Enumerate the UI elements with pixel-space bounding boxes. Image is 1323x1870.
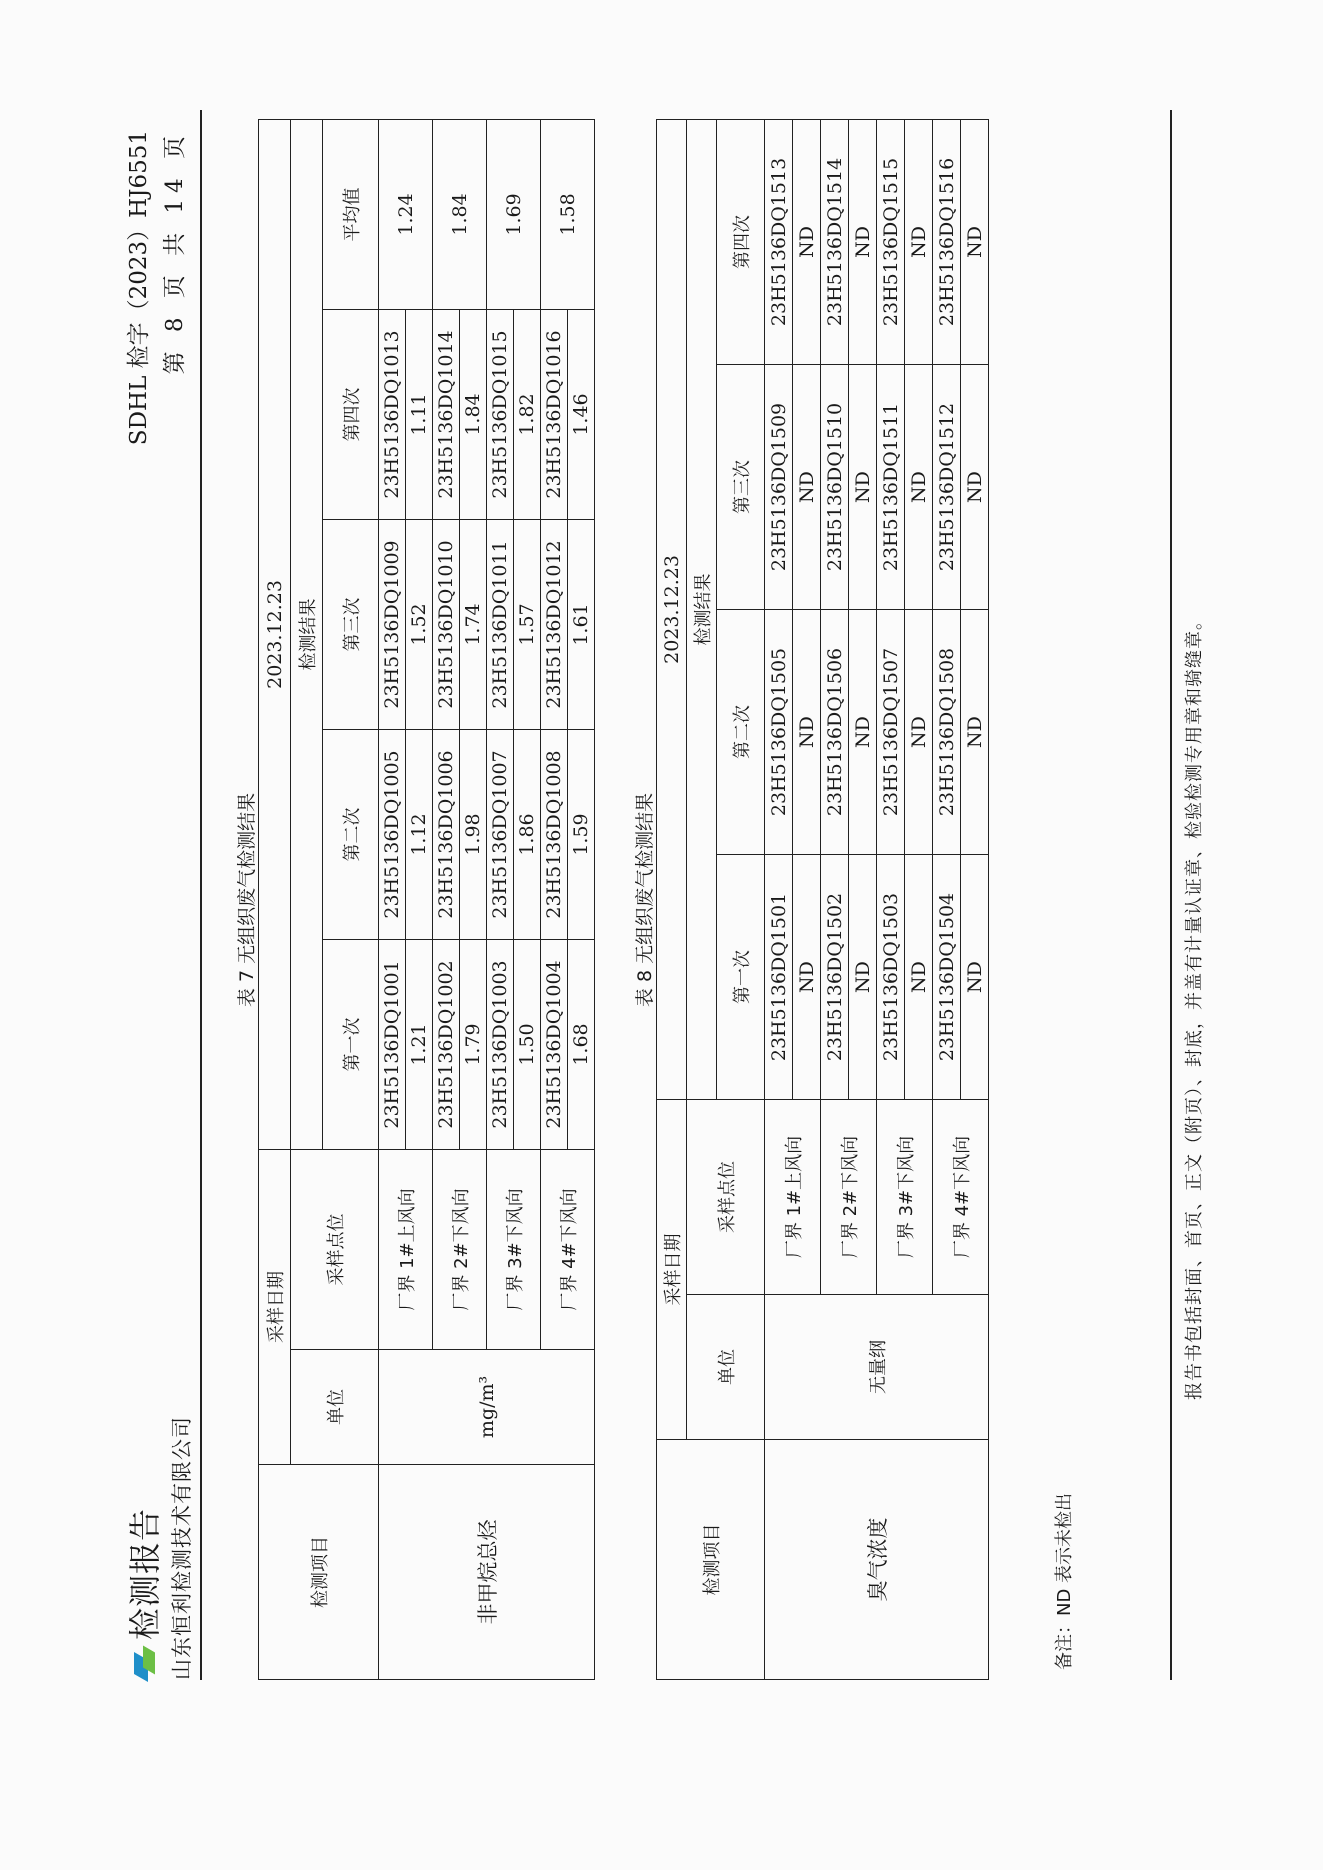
table8-caption: 表 8 无组织废气检测结果 bbox=[634, 792, 656, 1008]
table8-row2-point: 厂界 2#下风向 bbox=[821, 1100, 877, 1295]
table7-header-run-1: 第一次 bbox=[323, 940, 379, 1150]
table7-row2-value-2: 1.98 bbox=[460, 730, 487, 940]
table8-row2-value-3: ND bbox=[849, 365, 877, 610]
table8-item: 臭气浓度 bbox=[765, 1440, 989, 1680]
table8-row1-id-3: 23H5136DQ1509 bbox=[765, 365, 793, 610]
table8-row4-point: 厂界 4#下风向 bbox=[933, 1100, 989, 1295]
table8-row3-value-1: ND bbox=[905, 855, 933, 1100]
table8-row3-value-2: ND bbox=[905, 610, 933, 855]
table7-header-run-4: 第四次 bbox=[323, 310, 379, 520]
table7-row1-point: 厂界 1#上风向 bbox=[379, 1150, 433, 1350]
table8 bbox=[656, 119, 989, 1680]
table7-row2-point: 厂界 2#下风向 bbox=[433, 1150, 487, 1350]
table7-header-avg: 平均值 bbox=[323, 119, 379, 309]
table8-row2-value-4: ND bbox=[849, 119, 877, 364]
table8-row2-value-1: ND bbox=[849, 855, 877, 1100]
table7-row1-value-1: 1.21 bbox=[406, 940, 433, 1150]
table-note: 备注：ND 表示未检出 bbox=[1054, 1492, 1075, 1670]
table8-row2-id-3: 23H5136DQ1510 bbox=[821, 365, 849, 610]
footer-rule bbox=[1170, 110, 1172, 1680]
table8-row2-id-2: 23H5136DQ1506 bbox=[821, 610, 849, 855]
table8-header-result: 检测结果 bbox=[687, 119, 717, 1099]
table8-header-date-label: 采样日期 bbox=[657, 1100, 687, 1440]
table8-header-run-4: 第四次 bbox=[717, 119, 765, 364]
table7-row4-point: 厂界 4#下风向 bbox=[541, 1150, 595, 1350]
table8-row3-value-3: ND bbox=[905, 365, 933, 610]
table7-header-item: 检测项目 bbox=[259, 1465, 379, 1680]
table8-header-point: 采样点位 bbox=[687, 1100, 765, 1295]
table7-row1-value-4: 1.11 bbox=[406, 310, 433, 520]
table7-row3-id-2: 23H5136DQ1007 bbox=[487, 730, 514, 940]
company-logo-icon bbox=[126, 1646, 160, 1680]
table7-header-result: 检测结果 bbox=[291, 119, 323, 1149]
table7-row1-value-3: 1.52 bbox=[406, 520, 433, 730]
report-header bbox=[120, 1508, 166, 1680]
table7-header-point: 采样点位 bbox=[291, 1150, 379, 1350]
report-title: 检测报告 bbox=[126, 1507, 164, 1640]
table8-row4-value-2: ND bbox=[961, 610, 989, 855]
table7-header-run-2: 第二次 bbox=[323, 730, 379, 940]
table7-row2-value-1: 1.79 bbox=[460, 940, 487, 1150]
footer-text: 报告书包括封面、首页、正文（附页）、封底，并盖有计量认证章、检验检测专用章和骑缝章。 bbox=[1184, 611, 1205, 1400]
table7-header-date-label: 采样日期 bbox=[259, 1150, 291, 1465]
table8-header-unit: 单位 bbox=[687, 1295, 765, 1440]
table7-row3-id-1: 23H5136DQ1003 bbox=[487, 940, 514, 1150]
table7-row1-value-2: 1.12 bbox=[406, 730, 433, 940]
table7-caption: 表 7 无组织废气检测结果 bbox=[236, 792, 258, 1008]
table7-row2-value-4: 1.84 bbox=[460, 310, 487, 520]
table7-row4-id-3: 23H5136DQ1012 bbox=[541, 520, 568, 730]
table7-row1-id-3: 23H5136DQ1009 bbox=[379, 520, 406, 730]
table8-row1-value-2: ND bbox=[793, 610, 821, 855]
table7-row3-id-3: 23H5136DQ1011 bbox=[487, 520, 514, 730]
table7-row4-value-1: 1.68 bbox=[568, 940, 595, 1150]
company-name: 山东恒利检测技术有限公司 bbox=[170, 1416, 194, 1680]
table8-row4-value-4: ND bbox=[961, 119, 989, 364]
table8-header-run-1: 第一次 bbox=[717, 855, 765, 1100]
table7-row4-id-2: 23H5136DQ1008 bbox=[541, 730, 568, 940]
table7-row3-value-4: 1.82 bbox=[514, 310, 541, 520]
table8-row3-value-4: ND bbox=[905, 119, 933, 364]
table7-row1-id-4: 23H5136DQ1013 bbox=[379, 310, 406, 520]
table8-row1-id-1: 23H5136DQ1501 bbox=[765, 855, 793, 1100]
table7-row4-value-3: 1.61 bbox=[568, 520, 595, 730]
table7-header-run-3: 第三次 bbox=[323, 520, 379, 730]
table7-row4-value-4: 1.46 bbox=[568, 310, 595, 520]
table7-row1-id-1: 23H5136DQ1001 bbox=[379, 940, 406, 1150]
table8-header-item: 检测项目 bbox=[657, 1440, 765, 1680]
table7-row1-avg: 1.24 bbox=[379, 119, 433, 309]
table8-row1-id-4: 23H5136DQ1513 bbox=[765, 119, 793, 364]
table7-row4-avg: 1.58 bbox=[541, 119, 595, 309]
table8-row4-value-1: ND bbox=[961, 855, 989, 1100]
table8-row1-point: 厂界 1#上风向 bbox=[765, 1100, 821, 1295]
table7-row2-id-1: 23H5136DQ1002 bbox=[433, 940, 460, 1150]
table7-row2-avg: 1.84 bbox=[433, 119, 487, 309]
table8-row1-value-4: ND bbox=[793, 119, 821, 364]
table8-row4-id-1: 23H5136DQ1504 bbox=[933, 855, 961, 1100]
table7-row2-value-3: 1.74 bbox=[460, 520, 487, 730]
table8-row4-id-2: 23H5136DQ1508 bbox=[933, 610, 961, 855]
table7-row2-id-2: 23H5136DQ1006 bbox=[433, 730, 460, 940]
table7-header-unit: 单位 bbox=[291, 1350, 379, 1465]
table8-unit: 无量纲 bbox=[765, 1295, 989, 1440]
table8-header-run-3: 第三次 bbox=[717, 365, 765, 610]
table8-row4-value-3: ND bbox=[961, 365, 989, 610]
table7-row4-id-4: 23H5136DQ1016 bbox=[541, 310, 568, 520]
table7-row3-value-3: 1.57 bbox=[514, 520, 541, 730]
table7-row3-avg: 1.69 bbox=[487, 119, 541, 309]
header-rule bbox=[200, 110, 202, 1680]
table7-row3-id-4: 23H5136DQ1015 bbox=[487, 310, 514, 520]
table7-row3-point: 厂界 3#下风向 bbox=[487, 1150, 541, 1350]
table8-row1-value-1: ND bbox=[793, 855, 821, 1100]
table8-row2-value-2: ND bbox=[849, 610, 877, 855]
table8-row3-point: 厂界 3#下风向 bbox=[877, 1100, 933, 1295]
table7-row1-id-2: 23H5136DQ1005 bbox=[379, 730, 406, 940]
table8-row4-id-4: 23H5136DQ1516 bbox=[933, 119, 961, 364]
table7-unit: mg/m³ bbox=[379, 1350, 595, 1465]
page-number: 第 8 页 共 14 页 bbox=[162, 130, 188, 375]
table7-row2-id-4: 23H5136DQ1014 bbox=[433, 310, 460, 520]
table8-header-run-2: 第二次 bbox=[717, 610, 765, 855]
document-number: SDHL 检字（2023）HJ6551 bbox=[126, 130, 152, 446]
table8-row1-value-3: ND bbox=[793, 365, 821, 610]
table8-header-date: 2023.12.23 bbox=[657, 119, 687, 1099]
table8-row2-id-4: 23H5136DQ1514 bbox=[821, 119, 849, 364]
table7-row4-id-1: 23H5136DQ1004 bbox=[541, 940, 568, 1150]
table7-row3-value-1: 1.50 bbox=[514, 940, 541, 1150]
table7-row3-value-2: 1.86 bbox=[514, 730, 541, 940]
table8-row4-id-3: 23H5136DQ1512 bbox=[933, 365, 961, 610]
table8-row3-id-4: 23H5136DQ1515 bbox=[877, 119, 905, 364]
table7-header-date: 2023.12.23 bbox=[259, 119, 291, 1149]
table8-row2-id-1: 23H5136DQ1502 bbox=[821, 855, 849, 1100]
table7-item: 非甲烷总烃 bbox=[379, 1465, 595, 1680]
table7-row4-value-2: 1.59 bbox=[568, 730, 595, 940]
table8-row3-id-2: 23H5136DQ1507 bbox=[877, 610, 905, 855]
table8-row3-id-1: 23H5136DQ1503 bbox=[877, 855, 905, 1100]
table8-row3-id-3: 23H5136DQ1511 bbox=[877, 365, 905, 610]
table7 bbox=[258, 119, 595, 1680]
table8-row1-id-2: 23H5136DQ1505 bbox=[765, 610, 793, 855]
table7-row2-id-3: 23H5136DQ1010 bbox=[433, 520, 460, 730]
